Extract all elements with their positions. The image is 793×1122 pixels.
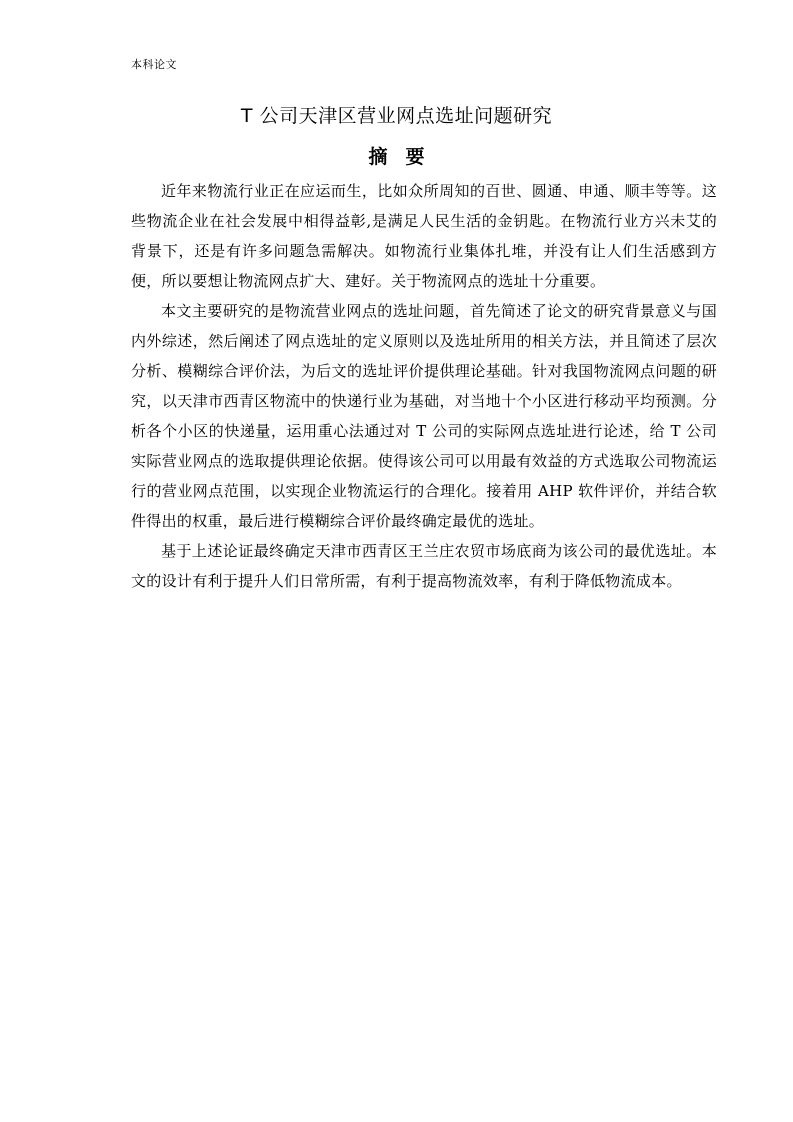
abstract-paragraph: 基于上述论证最终确定天津市西青区王兰庄农贸市场底商为该公司的最优选址。本文的设计有利于提升人们日常所需，有利于提高物流效率，有利于降低物流成本。	[131, 542, 717, 590]
abstract-heading: 摘要	[368, 146, 443, 168]
document-header-label: 本科论文	[131, 58, 177, 71]
paper-title: T 公司天津区营业网点选址问题研究	[240, 105, 553, 127]
abstract-paragraph: 近年来物流行业正在应运而生，比如众所周知的百世、圆通、申通、顺丰等等。这些物流企业在社会发展中相得益彰,是满足人民生活的金钥匙。在物流行业方兴未艾的背景下，还是有许多问题急需解决。如物流行业集体扎堆，并没有让人们生活感到方便，所以要想让物流网点扩大、建好。关于物流网点的选址十分重要。	[131, 182, 717, 290]
abstract-paragraph: 本文主要研究的是物流营业网点的选址问题，首先简述了论文的研究背景意义与国内外综述，然后阐述了网点选址的定义原则以及选址所用的相关方法，并且简述了层次分析、模糊综合评价法，为后文的选址评价提供理论基础。针对我国物流网点问题的研究，以天津市西青区物流中的快递行业为基础，对当地十个小区进行移动平均预测。分析各个小区的快递量，运用重心法通过对 T 公司的实际网点选址进行论述，给 T 公司实际营业网点的选取提供理论依据。使得该公司可以用最有效益的方式选取公司物流运行的营业网点范围，以实现企业物流运行的合理化。接着用 AHP 软件评价，并结合软件得出的权重，最后进行模糊综合评价最终确定最优的选址。	[131, 302, 717, 530]
abstract-body	[131, 176, 717, 596]
